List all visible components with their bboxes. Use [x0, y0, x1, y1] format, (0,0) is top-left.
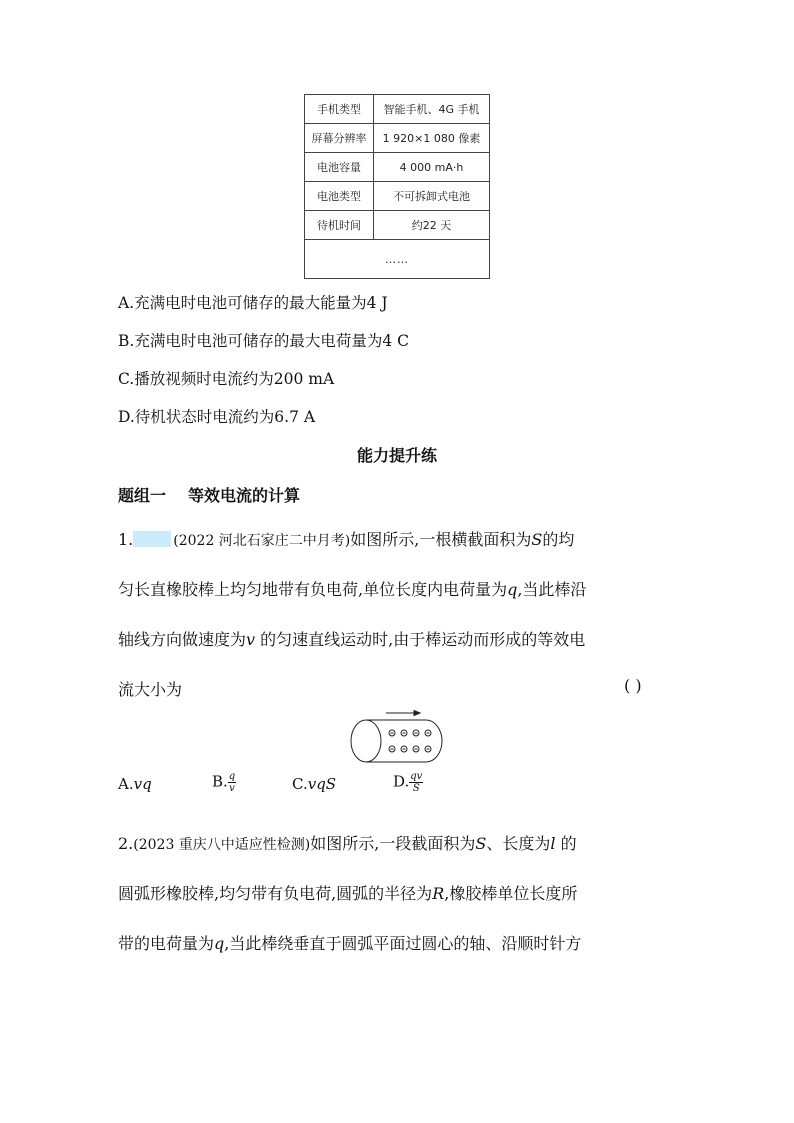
q2-text: 如图所示,一段截面积为 — [310, 834, 476, 853]
question-tag-highlight — [133, 531, 171, 547]
answer-blank: ( ) — [624, 676, 642, 695]
table-cell-key: 电池类型 — [305, 182, 374, 211]
rod-cross-section — [351, 720, 381, 762]
q2-number: 2. — [118, 834, 134, 853]
q2-var-q: q — [214, 934, 225, 953]
table-row — [305, 124, 490, 153]
choice-value: vqS — [307, 775, 337, 793]
table-row — [305, 211, 490, 240]
q1-text: 的匀速直线运动时,由于棒运动而形成的等效电 — [255, 630, 586, 649]
q2-line-1 — [118, 831, 577, 854]
q2-var-s: S — [475, 834, 487, 853]
group-title: 等效电流的计算 — [188, 486, 301, 505]
negative-charges — [389, 730, 431, 752]
table-row — [305, 95, 490, 124]
q1-line-4: 流大小为 — [118, 680, 183, 699]
q1-text: 轴线方向做速度为 — [118, 630, 247, 649]
fraction — [228, 771, 236, 794]
option-a: A.充满电时电池可储存的最大能量为4 J — [118, 294, 388, 312]
q2-source: (2023 重庆八中适应性检测) — [133, 837, 311, 853]
table-cell-value: 4 000 mA·h — [374, 153, 490, 182]
q1-line-3 — [118, 627, 585, 650]
q2-text: ,橡胶棒单位长度所 — [444, 884, 578, 903]
q2-text: 、长度为 — [486, 834, 551, 853]
q2-line-2 — [118, 881, 577, 904]
q1-source: (2022 河北石家庄二中月考) — [173, 533, 351, 549]
table-ellipsis: …… — [305, 240, 490, 279]
fraction-denominator: S — [412, 783, 420, 794]
rod-body — [366, 720, 442, 762]
choice-d — [393, 771, 423, 794]
section-title: 能力提升练 — [356, 446, 437, 465]
q1-text: 如图所示,一根横截面积为 — [350, 530, 532, 549]
q2-text: 的 — [555, 834, 577, 853]
group-heading — [118, 483, 300, 506]
table-cell-value: 不可拆卸式电池 — [374, 182, 490, 211]
table-cell-value: 智能手机、4G 手机 — [374, 95, 490, 124]
table-row — [305, 240, 490, 279]
table-row — [305, 182, 490, 211]
q1-number: 1. — [118, 530, 134, 549]
option-d: D.待机状态时电流约为6.7 A — [118, 408, 316, 426]
q2-text: 圆弧形橡胶棒,均匀带有负电荷,圆弧的半径为 — [118, 884, 433, 903]
table-row — [305, 153, 490, 182]
q2-line-3 — [118, 931, 581, 954]
q1-line-2 — [118, 577, 586, 600]
choice-b — [212, 771, 236, 794]
table-cell-key: 待机时间 — [305, 211, 374, 240]
q1-var-s: S — [531, 530, 543, 549]
choice-a — [118, 775, 152, 793]
table-cell-key: 电池容量 — [305, 153, 374, 182]
q1-text: 匀长直橡胶棒上均匀地带有负电荷,单位长度内电荷量为 — [118, 580, 508, 599]
q1-text: 的均 — [542, 530, 575, 549]
q2-text: ,当此棒绕垂直于圆弧平面过圆心的轴、沿顺时针方 — [224, 934, 582, 953]
fraction — [409, 771, 423, 794]
choice-value: vq — [133, 775, 152, 793]
fraction-numerator: q — [228, 771, 236, 782]
q1-line-1 — [118, 527, 574, 550]
table-cell-key: 屏幕分辨率 — [305, 124, 374, 153]
choice-label: C. — [292, 775, 308, 793]
q2-text: 带的电荷量为 — [118, 934, 215, 953]
q2-var-r: R — [432, 884, 445, 903]
option-b: B.充满电时电池可储存的最大电荷量为4 C — [118, 332, 409, 350]
velocity-arrow-head — [414, 711, 420, 716]
fraction-denominator: v — [229, 783, 235, 794]
phone-spec-table — [304, 94, 490, 279]
option-c: C.播放视频时电流约为200 mA — [118, 370, 335, 388]
choice-label: B. — [212, 772, 228, 791]
fraction-numerator: qv — [410, 771, 423, 782]
table-cell-value: 约22 天 — [374, 211, 490, 240]
q1-text: ,当此棒沿 — [517, 580, 587, 599]
choice-c — [292, 775, 336, 793]
group-label: 题组一 — [118, 486, 167, 505]
q1-var-q: q — [507, 580, 518, 599]
table-cell-value: 1 920×1 080 像素 — [374, 124, 490, 153]
q1-var-v: v — [246, 630, 256, 649]
choice-label: A. — [118, 775, 134, 793]
q2-var-l: l — [550, 834, 556, 853]
rod-figure — [348, 710, 448, 766]
table-cell-key: 手机类型 — [305, 95, 374, 124]
choice-label: D. — [393, 772, 410, 791]
